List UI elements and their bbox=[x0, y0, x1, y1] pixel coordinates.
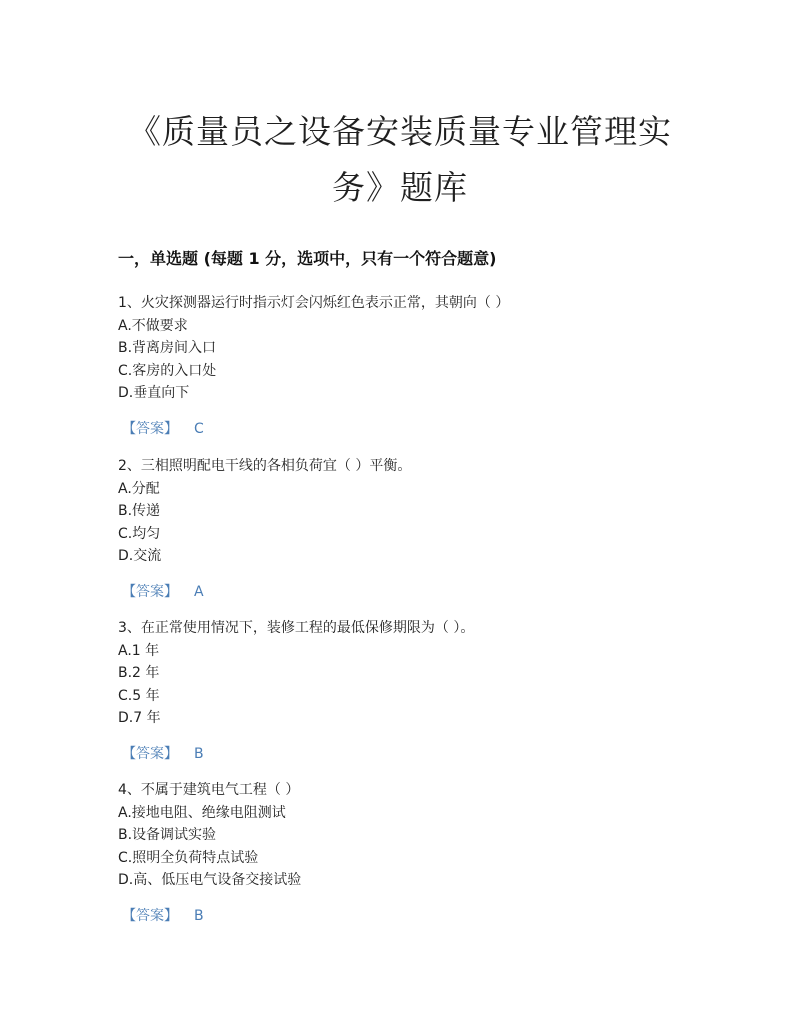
option-c: C.均匀 bbox=[118, 525, 161, 542]
answer-label: 【答案】 bbox=[122, 907, 178, 924]
option-c: C.客房的入口处 bbox=[118, 362, 217, 379]
question-stem: 2、三相照明配电干线的各相负荷宜（ ）平衡。 bbox=[118, 458, 412, 474]
question-4 bbox=[118, 779, 718, 927]
answer-line bbox=[118, 905, 718, 927]
answer-label: 【答案】 bbox=[122, 583, 178, 600]
option-b: B.背离房间入口 bbox=[118, 340, 217, 356]
answer-value: A bbox=[194, 583, 204, 600]
option-d: D.高、低压电气设备交接试验 bbox=[118, 872, 302, 888]
option-b: B.设备调试实验 bbox=[118, 827, 217, 843]
option-a: A.1 年 bbox=[118, 642, 160, 659]
answer-line bbox=[118, 743, 718, 765]
option-d: D.垂直向下 bbox=[118, 385, 190, 401]
answer-label: 【答案】 bbox=[122, 745, 178, 762]
question-2 bbox=[118, 455, 718, 603]
question-1 bbox=[118, 292, 718, 440]
question-stem: 3、在正常使用情况下，装修工程的最低保修期限为（ ）。 bbox=[118, 620, 475, 636]
answer-value: B bbox=[194, 907, 204, 924]
answer-line bbox=[118, 418, 718, 440]
question-stem: 1、火灾探测器运行时指示灯会闪烁红色表示正常，其朝向（ ） bbox=[118, 295, 510, 311]
option-d: D.交流 bbox=[118, 548, 162, 564]
option-c: C.照明全负荷特点试验 bbox=[118, 849, 259, 866]
answer-line bbox=[118, 581, 718, 603]
option-b: B.传递 bbox=[118, 503, 161, 519]
option-a: A.分配 bbox=[118, 480, 160, 497]
option-c: C.5 年 bbox=[118, 687, 160, 704]
option-a: A.不做要求 bbox=[118, 317, 188, 334]
option-a: A.接地电阻、绝缘电阻测试 bbox=[118, 804, 286, 821]
option-b: B.2 年 bbox=[118, 665, 160, 681]
question-stem: 4、不属于建筑电气工程（ ） bbox=[118, 782, 300, 798]
question-3 bbox=[118, 617, 718, 765]
answer-value: C bbox=[194, 420, 204, 437]
section-heading: 一，单选题 (每题 1 分，选项中，只有一个符合题意) bbox=[118, 249, 497, 268]
option-d: D.7 年 bbox=[118, 710, 161, 726]
answer-label: 【答案】 bbox=[122, 420, 178, 437]
document-title: 《质量员之设备安装质量专业管理实务》题库 bbox=[128, 112, 672, 207]
answer-value: B bbox=[194, 745, 204, 762]
